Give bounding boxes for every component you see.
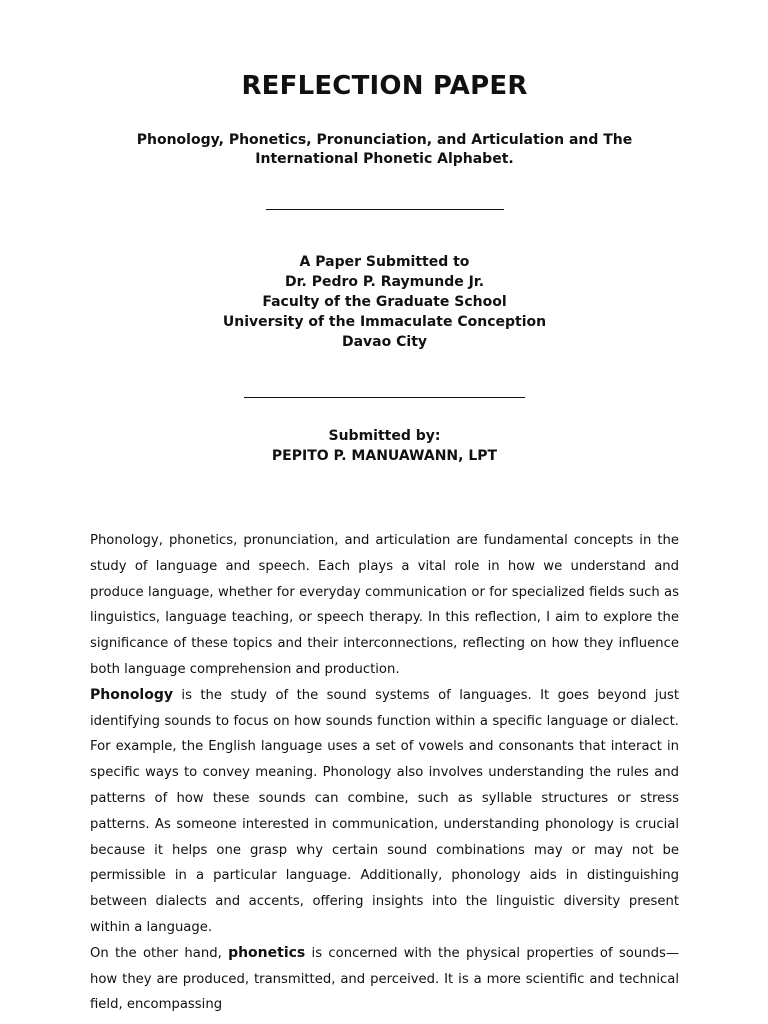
submitted-to-block	[90, 252, 679, 352]
faculty-line: Faculty of the Graduate School	[262, 294, 507, 310]
university-line: University of the Immaculate Conception	[222, 314, 547, 330]
submitted-to-line: A Paper Submitted to	[299, 254, 470, 270]
paper-subtitle: Phonology, Phonetics, Pronunciation, and Articulation and The International Phonetic Alphabet.	[136, 132, 633, 167]
paragraph-text: On the other hand,	[90, 945, 229, 961]
city-line: Davao City	[341, 334, 428, 350]
paragraph-phonology	[90, 683, 679, 941]
term-phonology: Phonology	[90, 686, 173, 703]
submitted-by-block	[90, 426, 679, 466]
document-page	[0, 70, 768, 1024]
paragraph-text: is concerned with the physical properties of sounds—how they are produced, transmitted, and perceived. It is a more scientific and technical field, encompassing	[90, 945, 680, 1013]
submitted-by-label: Submitted by:	[328, 428, 441, 444]
paragraph-text: is the study of the sound systems of languages. It goes beyond just identifying sounds to focus on how sounds function within a specific language or dialect. For example, the English language uses a set of vowels and consonants that interact in specific ways to convey meaning. Phonology also involves understanding the rules and patterns of how these sounds can combine, such as syllable structures or stress patterns. As someone interested in communication, understanding phonology is crucial because it helps one grasp why certain sound combinations may or may not be permissible in a particular language. Additionally, phonology aids in distinguishing between dialects and accents, offering insights into the linguistic diversity present within a language.	[90, 687, 679, 935]
author-name: PEPITO P. MANUAWANN, LPT	[271, 448, 498, 464]
paragraph-intro: Phonology, phonetics, pronunciation, and articulation are fundamental concepts in the study of language and speech. Each plays a vital role in how we understand and produce language, whether for everyday communication or for specialized fields such as linguistics, language teaching, or speech therapy. In this reflection, I aim to explore the significance of these topics and their interconnections, reflecting on how they influence both language comprehension and production.	[90, 533, 679, 677]
divider-line	[266, 209, 504, 210]
divider-line	[244, 397, 525, 398]
paragraph-phonetics	[90, 941, 679, 1018]
professor-name: Dr. Pedro P. Raymunde Jr.	[284, 274, 485, 290]
paper-title: REFLECTION PAPER	[241, 71, 528, 101]
body-text	[90, 528, 679, 1018]
term-phonetics: phonetics	[228, 944, 306, 961]
